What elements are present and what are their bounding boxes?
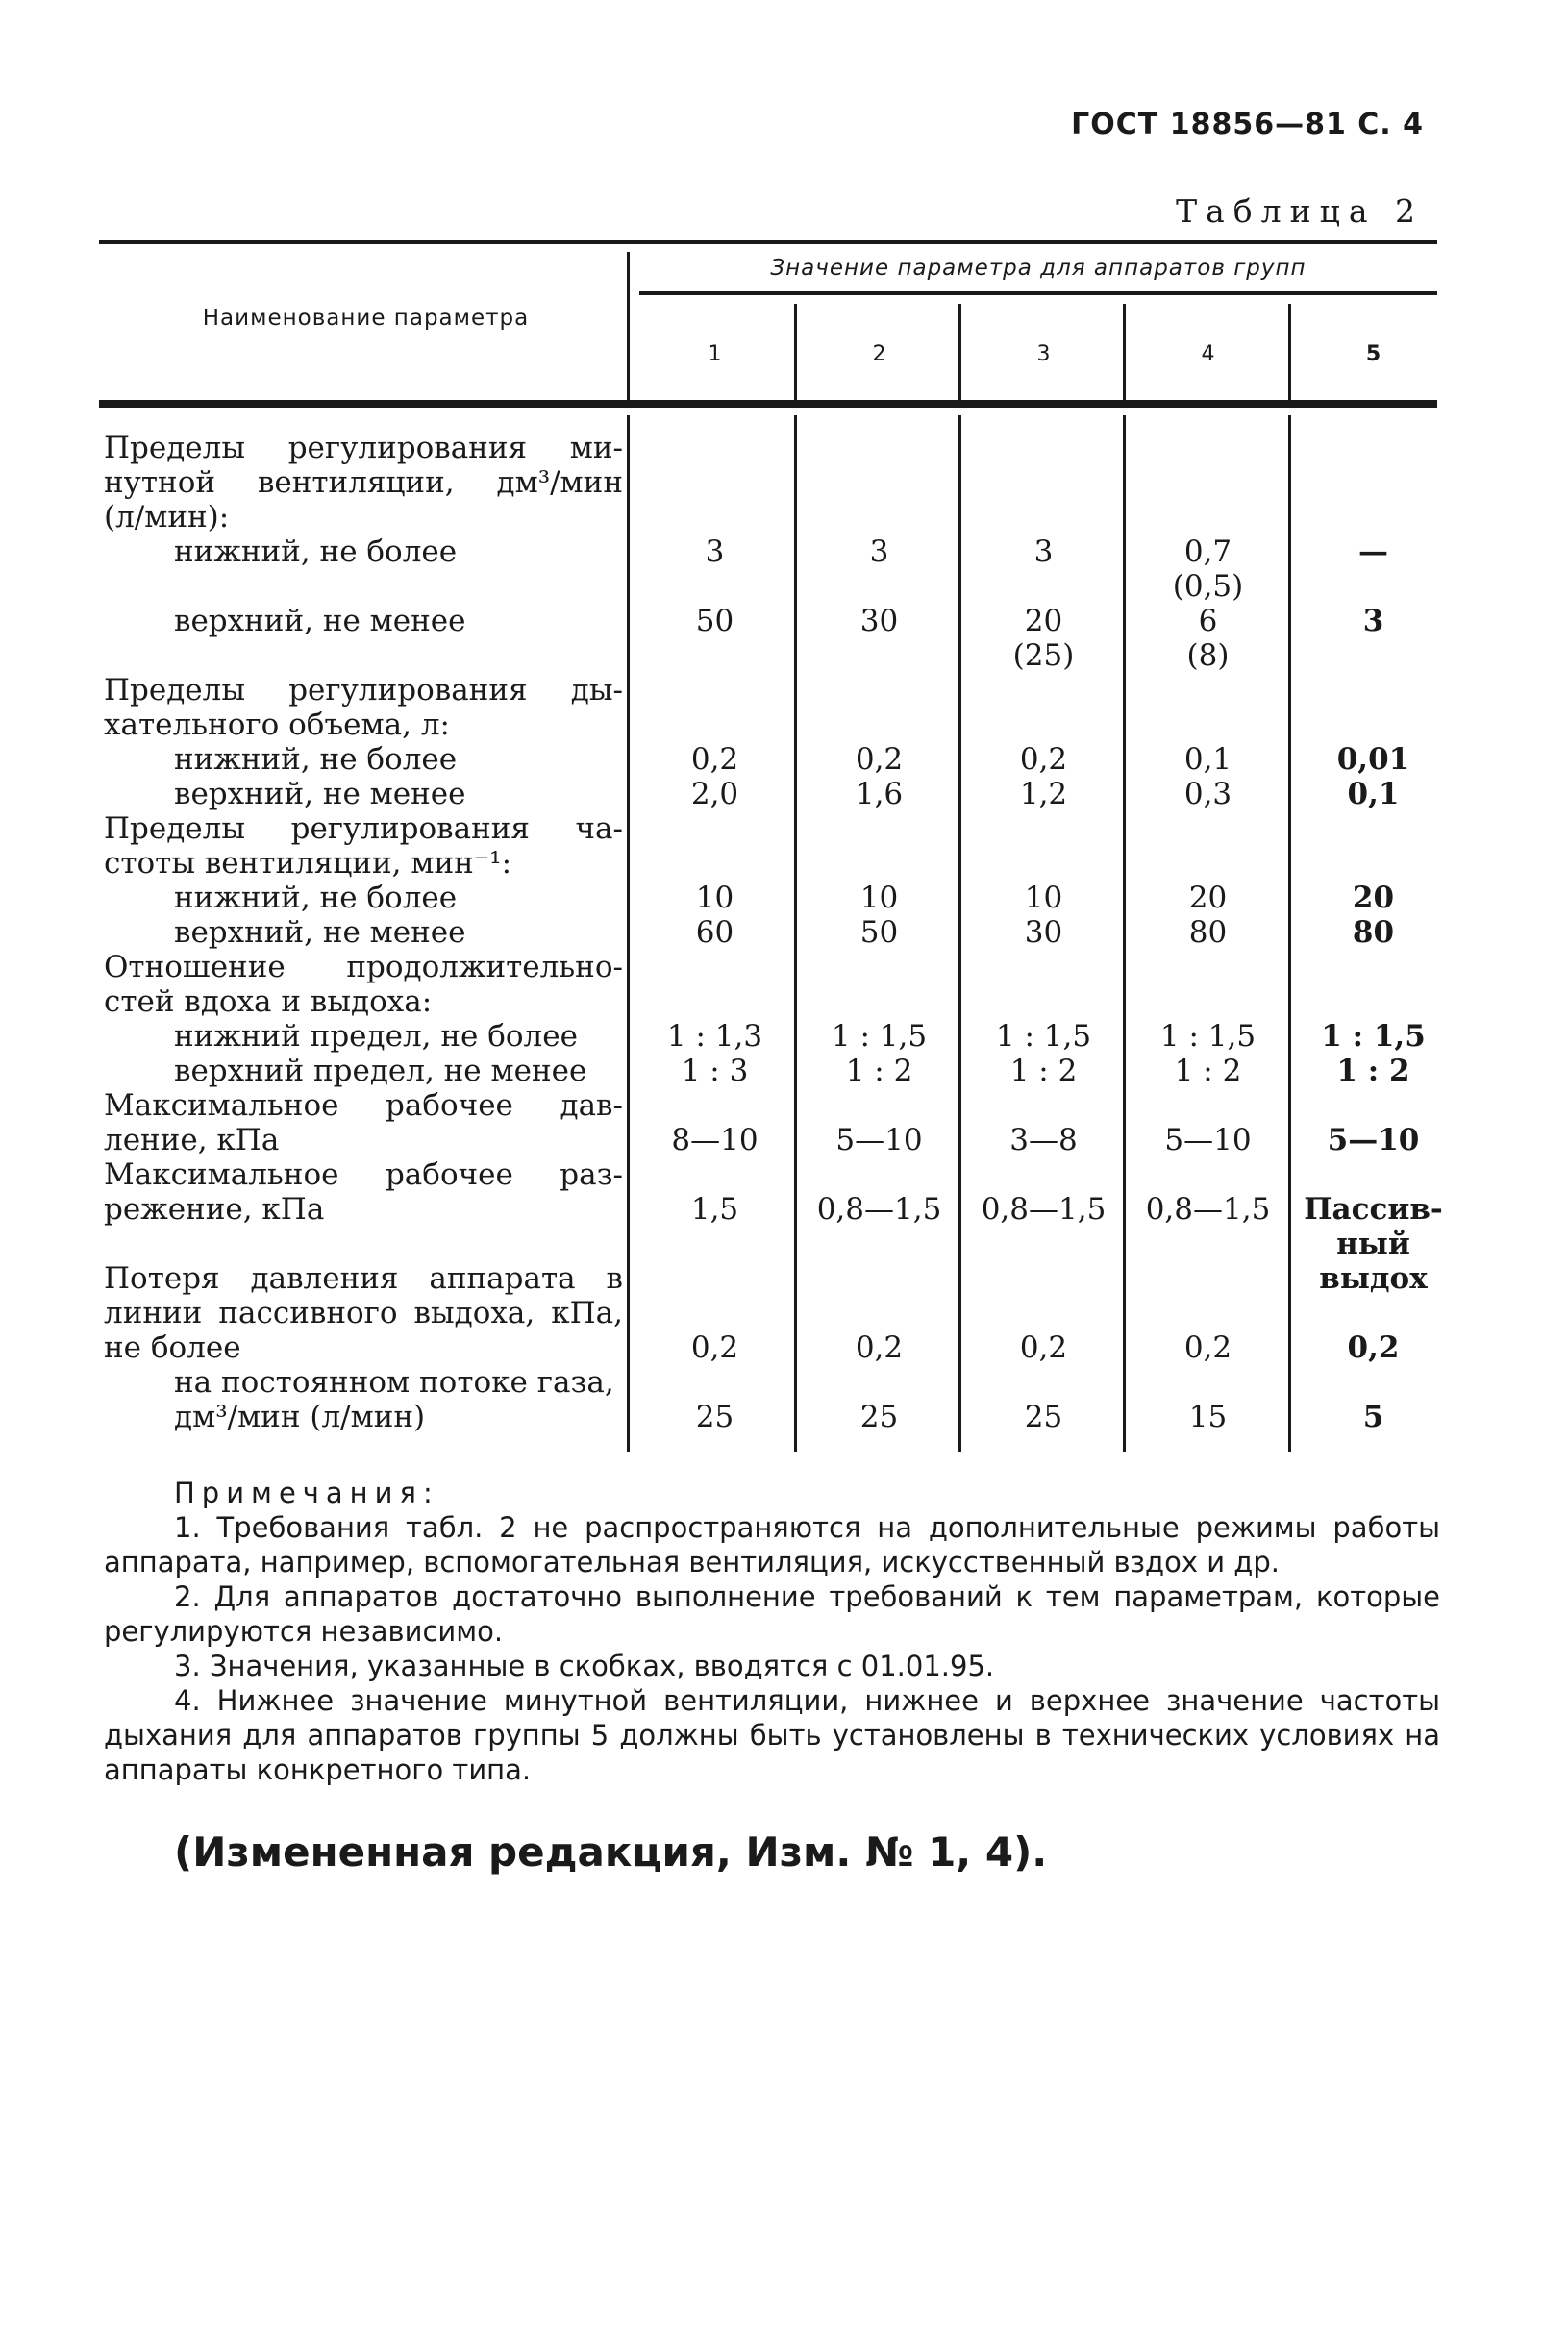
- row-label: стоты вентиляции, мин⁻¹:: [104, 846, 512, 881]
- row-label: (л/мин):: [104, 500, 230, 535]
- note-item: 2. Для аппаратов достаточно выполнение требований к тем параметрам, которые регулируются независимо.: [104, 1580, 1440, 1648]
- cell-value: 1 : 3: [681, 1054, 749, 1088]
- cell-value: 5: [1362, 1400, 1384, 1434]
- edition-note: (Измененная редакция, Изм. № 1, 4).: [174, 1828, 1048, 1876]
- table-caption: Таблица 2: [1176, 192, 1424, 230]
- param-column-header: Наименование параметра: [202, 306, 530, 331]
- cell-value: 15: [1188, 1400, 1228, 1434]
- note-item: 4. Нижнее значение минутной вентиляции, нижнее и верхнее значение частоты дыхания для аппаратов группы 5 должны быть установлены в технических условиях на аппараты конкретного типа.: [104, 1684, 1440, 1786]
- cell-value: 0,01: [1336, 742, 1410, 777]
- cell-value: 6: [1198, 604, 1218, 638]
- note-item: 1. Требования табл. 2 не распространяются на дополнительные режимы работы аппарата, например, вспомогательная вентиляция, искусственный вздох и др.: [104, 1511, 1440, 1579]
- cell-value: 1 : 2: [1174, 1054, 1242, 1088]
- cell-value: 0,8—1,5: [1145, 1192, 1271, 1227]
- cell-value: 5—10: [835, 1123, 923, 1157]
- cell-value: 1,2: [1019, 777, 1068, 811]
- row-label: верхний, не менее: [174, 915, 466, 950]
- cell-value: 5—10: [1327, 1123, 1420, 1157]
- row-label: ление, кПа: [104, 1123, 280, 1157]
- row-label: Пределы регулирования ча-: [104, 811, 623, 846]
- table-top-rule: [99, 240, 1437, 244]
- cell-value: 60: [695, 915, 734, 950]
- cell-value: 50: [859, 915, 899, 950]
- cell-value: Пассив-: [1304, 1192, 1443, 1227]
- cell-value: 20: [1352, 881, 1395, 915]
- cell-value: 5—10: [1164, 1123, 1252, 1157]
- row-label: верхний, не менее: [174, 777, 466, 811]
- group-number: 5: [1365, 342, 1381, 366]
- groups-column-header: Значение параметра для аппаратов групп: [770, 256, 1307, 281]
- row-label: Максимальное рабочее раз-: [104, 1157, 623, 1192]
- cell-value: 0,7: [1183, 535, 1232, 569]
- cell-value: 1 : 1,3: [666, 1019, 763, 1054]
- cell-value: 30: [1024, 915, 1063, 950]
- group-number: 2: [872, 342, 886, 366]
- row-label: верхний, не менее: [174, 604, 466, 638]
- cell-value: 0,2: [1019, 742, 1068, 777]
- cell-value: 25: [1024, 1400, 1063, 1434]
- row-label: нижний предел, не более: [174, 1019, 578, 1054]
- row-label: Пределы регулирования ми-: [104, 431, 623, 465]
- cell-value: 80: [1188, 915, 1228, 950]
- cell-value: 1 : 1,5: [1321, 1019, 1426, 1054]
- cell-value: 30: [859, 604, 899, 638]
- cell-value: 0,3: [1183, 777, 1232, 811]
- row-label: не более: [104, 1330, 241, 1365]
- cell-value: 10: [1024, 881, 1063, 915]
- cell-value: (25): [1012, 638, 1075, 673]
- cell-value: 2,0: [690, 777, 739, 811]
- cell-value: (0,5): [1172, 569, 1244, 604]
- cell-value: 0,2: [1019, 1330, 1068, 1365]
- cell-value: 3: [705, 535, 725, 569]
- row-label: режение, кПа: [104, 1192, 325, 1227]
- cell-value: 25: [695, 1400, 734, 1434]
- cell-value: 0,2: [690, 1330, 739, 1365]
- cell-value: —: [1358, 535, 1388, 569]
- row-label: линии пассивного выдоха, кПа,: [104, 1296, 623, 1330]
- cell-value: 0,1: [1347, 777, 1400, 811]
- group-number: 4: [1201, 342, 1215, 366]
- cell-value: 80: [1352, 915, 1395, 950]
- cell-value: 1,6: [855, 777, 904, 811]
- note-item: 3. Значения, указанные в скобках, вводятся с 01.01.95.: [174, 1650, 995, 1682]
- page-header: ГОСТ 18856—81 С. 4: [1071, 108, 1424, 141]
- cell-value: 0,1: [1183, 742, 1232, 777]
- row-label: верхний предел, не менее: [174, 1054, 587, 1088]
- cell-value: 1 : 1,5: [1159, 1019, 1257, 1054]
- cell-value: 50: [695, 604, 734, 638]
- cell-value: 1,5: [690, 1192, 739, 1227]
- row-label: Пределы регулирования ды-: [104, 673, 623, 708]
- cell-value: 8—10: [671, 1123, 759, 1157]
- cell-value: 3: [1362, 604, 1384, 638]
- cell-value: 20: [1188, 881, 1228, 915]
- row-label: нутной вентиляции, дм³/мин: [104, 465, 623, 500]
- cell-value: (8): [1186, 638, 1230, 673]
- cell-value: 0,2: [1347, 1330, 1400, 1365]
- row-label: Отношение продолжительно-: [104, 950, 623, 984]
- group-number: 3: [1036, 342, 1051, 366]
- cell-value: ный: [1336, 1227, 1410, 1261]
- cell-value: 1 : 1,5: [831, 1019, 928, 1054]
- row-label: нижний, не более: [174, 881, 458, 915]
- header-bottom-rule: [99, 400, 1437, 408]
- groups-header-rule: [639, 291, 1437, 295]
- cell-value: 0,2: [1183, 1330, 1232, 1365]
- cell-value: 0,2: [855, 742, 904, 777]
- cell-value: 1 : 2: [845, 1054, 913, 1088]
- cell-value: 20: [1024, 604, 1063, 638]
- cell-value: 3: [869, 535, 889, 569]
- cell-value: выдох: [1319, 1261, 1428, 1296]
- row-label: стей вдоха и выдоха:: [104, 984, 433, 1019]
- row-label: нижний, не более: [174, 535, 458, 569]
- cell-value: 0,8—1,5: [816, 1192, 942, 1227]
- row-label: хательного объема, л:: [104, 708, 450, 742]
- cell-value: 0,2: [690, 742, 739, 777]
- cell-value: 3—8: [1009, 1123, 1078, 1157]
- notes-title: Примечания:: [174, 1477, 439, 1509]
- row-label: Максимальное рабочее дав-: [104, 1088, 623, 1123]
- cell-value: 1 : 2: [1009, 1054, 1078, 1088]
- cell-value: 25: [859, 1400, 899, 1434]
- row-label: на постоянном потоке газа,: [174, 1365, 614, 1400]
- row-label: Потеря давления аппарата в: [104, 1261, 623, 1296]
- cell-value: 1 : 1,5: [995, 1019, 1092, 1054]
- group-number: 1: [708, 342, 722, 366]
- notes: [104, 1476, 1440, 1787]
- cell-value: 0,8—1,5: [981, 1192, 1107, 1227]
- cell-value: 0,2: [855, 1330, 904, 1365]
- row-label: нижний, не более: [174, 742, 458, 777]
- body-vline-1: [627, 415, 630, 1452]
- cell-value: 10: [859, 881, 899, 915]
- row-label: дм³/мин (л/мин): [174, 1400, 426, 1434]
- cell-value: 1 : 2: [1336, 1054, 1410, 1088]
- cell-value: 3: [1033, 535, 1054, 569]
- cell-value: 10: [695, 881, 734, 915]
